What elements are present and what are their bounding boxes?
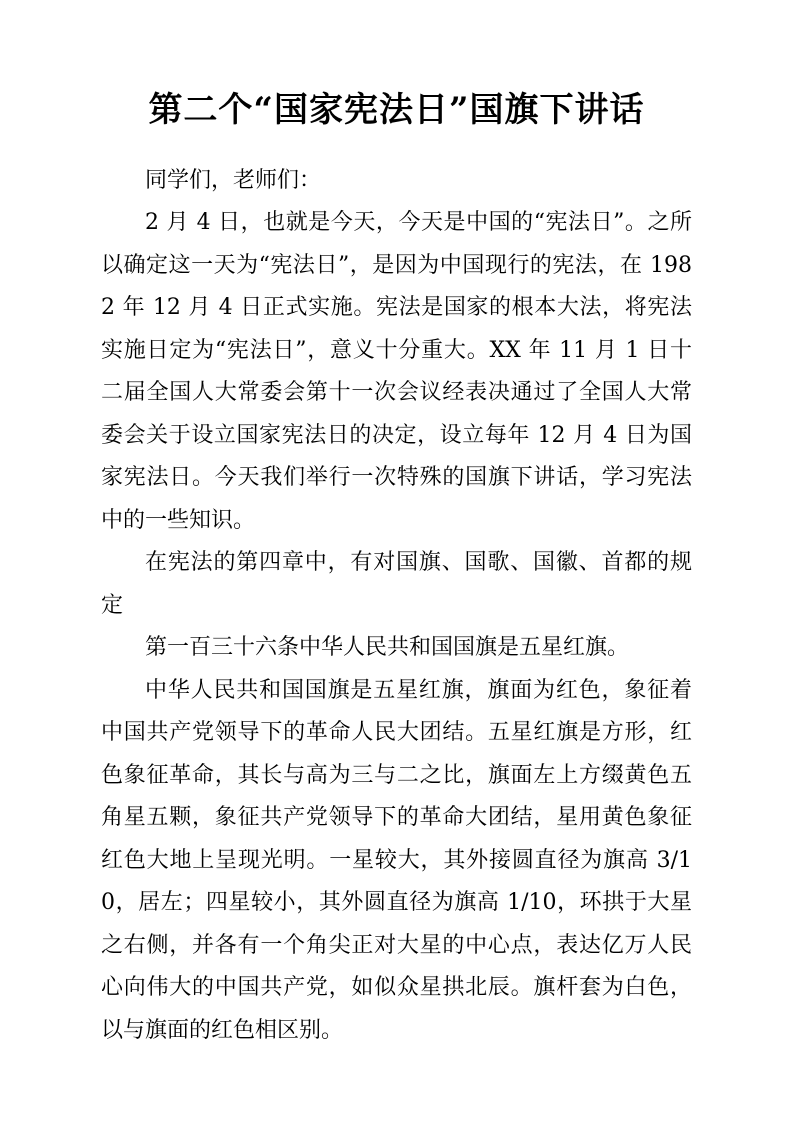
paragraph-flag-description: 中华人民共和国国旗是五星红旗，旗面为红色，象征着中国共产党领导下的革命人民大团结。五星红旗是方形，红色象征革命，其长与高为三与二之比，旗面左上方缀黄色五角星五颗，象征共产党领导下的革命大团结，星用黄色象征红色大地上呈现光明。一星较大，其外接圆直径为旗高 3/10，居左；四星较小，其外圆直径为旗高 1/10，环拱于大星之右侧，并各有一个角尖正对大星的中心点，表达亿万人民心向伟大的中国共产党，如似众星拱北辰。旗杆套为白色，以与旗面的红色相区别。 (101, 677, 692, 1043)
paragraph-constitution-day-intro: 2 月 4 日，也就是今天，今天是中国的“宪法日”。之所以确定这一天为“宪法日”，是因为中国现行的宪法，在 1982 年 12 月 4 日正式实施。宪法是国家的根本大法，将宪法实施日定为“宪法日”，意义十分重大。XX 年 11 月 1 日十二届全国人大常委会第十一次会议经表决通过了全国人大常委会关于设立国家宪法日的决定，设立每年 12 月 4 日为国家宪法日。今天我们举行一次特殊的国旗下讲话，学习宪法中的一些知识。 (101, 210, 692, 533)
paragraph-chapter-four: 在宪法的第四章中，有对国旗、国歌、国徽、首都的规定 (101, 550, 692, 618)
document-body (101, 160, 692, 1053)
paragraph-salutation: 同学们，老师们： (145, 167, 322, 193)
paragraph-article-136: 第一百三十六条中华人民共和国国旗是五星红旗。 (145, 635, 630, 661)
document-title: 第二个“国家宪法日”国旗下讲话 (148, 90, 645, 130)
